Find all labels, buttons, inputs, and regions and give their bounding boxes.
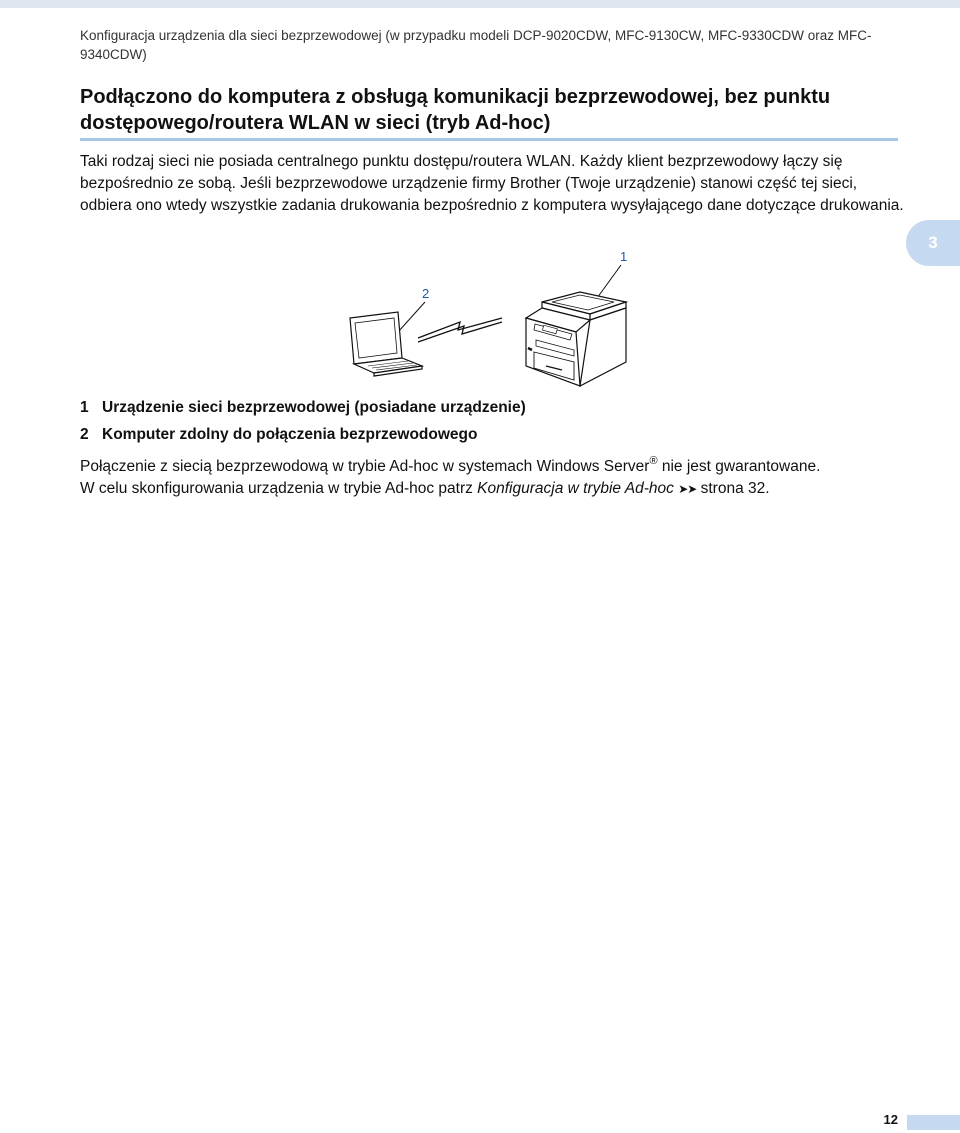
section-title: Podłączono do komputera z obsługą komunikacji bezprzewodowej, bez punktu dostępowego/routera WLAN w sieci (tryb Ad-hoc) [80, 86, 831, 134]
legend-text: Urządzenie sieci bezprzewodowej (posiadane urządzenie) [102, 399, 526, 416]
laptop-icon [350, 312, 422, 376]
legend-item-2 [80, 425, 900, 445]
note-line2-end: strona 32. [696, 480, 770, 497]
callout-laptop-label: 2 [422, 286, 430, 301]
page-number: 12 [883, 1112, 898, 1127]
chapter-number: 3 [928, 233, 938, 252]
note-line1-start: Połączenie z siecią bezprzewodową w trybie Ad-hoc w systemach Windows Server [80, 458, 650, 475]
legend-number: 1 [80, 399, 89, 416]
callout-laptop-leader [398, 302, 425, 332]
printer-icon [526, 292, 626, 386]
running-header: Konfiguracja urządzenia dla sieci bezprzewodowej (w przypadku modeli DCP-9020CDW, MFC-9130CW, MFC-9330CDW oraz MFC-9340CDW) [80, 28, 872, 62]
registered-mark: ® [649, 455, 658, 467]
adhoc-config-link[interactable]: Konfiguracja w trybie Ad-hoc [477, 480, 674, 497]
footer-bar [907, 1115, 960, 1130]
legend-number: 2 [80, 426, 89, 443]
adhoc-note [80, 456, 910, 500]
legend-text: Komputer zdolny do połączenia bezprzewodowego [102, 426, 478, 443]
body-paragraph: Taki rodzaj sieci nie posiada centralnego punktu dostępu/routera WLAN. Każdy klient bezprzewodowy łączy się bezpośrednio ze sobą. Jeśli bezprzewodowe urządzenie firmy Brother (Twoje urządzenie) stanowi część tej sieci, odbiera ono wtedy wszystkie zadania drukowania bezpośrednio z komputera wysyłającego dane dotyczące drukowania. [80, 153, 904, 214]
title-underline [80, 138, 898, 141]
callout-printer-label: 1 [620, 249, 628, 264]
double-arrow-icon: ➤➤ [678, 482, 697, 496]
adhoc-network-diagram [330, 240, 650, 390]
legend-item-1 [80, 398, 900, 418]
top-rule [0, 0, 960, 8]
chapter-tab[interactable] [906, 220, 960, 266]
note-line1-end: nie jest gwarantowane. [657, 458, 821, 475]
note-line2-start: W celu skonfigurowania urządzenia w trybie Ad-hoc patrz [80, 480, 478, 497]
